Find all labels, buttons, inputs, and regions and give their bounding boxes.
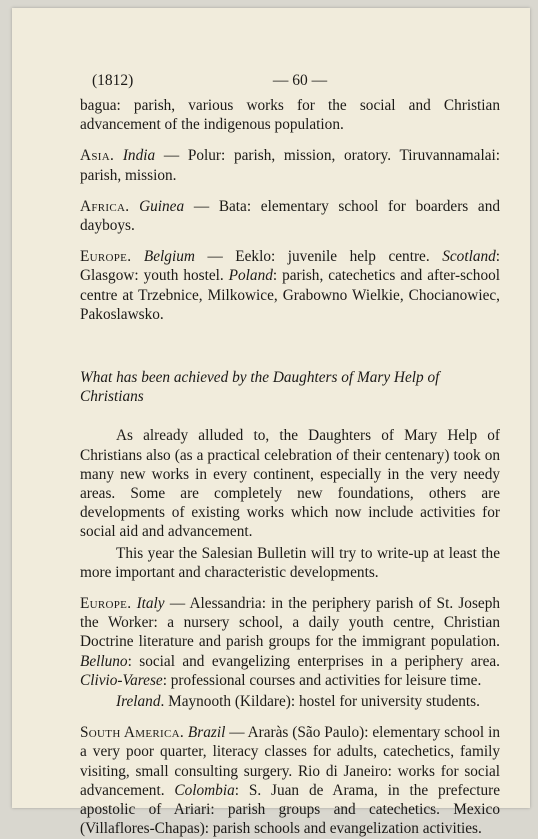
country-name: Ireland [116,693,161,711]
paragraph-africa [80,197,500,235]
page-number: — 60 — [272,72,328,89]
region-label: Europe. [80,595,132,613]
country-name: Poland [228,267,273,285]
country-name: Belgium [143,248,195,266]
place-name: Clivio-Varese [80,671,163,689]
paragraph-text: : S. Juan de Arama, in the prefecture apostolic of Ariari: parish groups and catechetics. Mexico (Villaflores-Chapas): parish schools and evangelization activities. [80,781,501,838]
region-label: Europe. [80,248,132,266]
country-name: Guinea [139,197,185,215]
paragraph-asia [80,146,500,184]
place-name: Belluno [80,652,128,670]
section-heading: What has been achieved by the Daughters of Mary Help of Christians [80,369,440,406]
paragraph-europe-italy [80,594,500,690]
paragraph-text: : professional courses and activities for leisure time. [162,671,482,689]
paragraph-text: — Eeklo: juvenile help centre. [207,248,430,266]
paragraph-intro: As already alluded to, the Daughters of Mary Help of Christians also (as a practical celebration of their centenary) took on many new works in every continent, especially in the very needy areas. Some are completely new foundations, others are developments of existing works which now include activities for social aid and advancement. [80,427,500,541]
issue-reference: (1812) [92,72,134,89]
paragraph-ireland [80,692,500,711]
paragraph-text: : social and evangelizing enterprises in a periphery area. [127,652,500,670]
region-label: Asia. [80,147,115,165]
paragraph-continuation: bagua: parish, various works for the social and Christian advancement of the indigenous population. [80,97,500,134]
paragraph-text: — Polur: parish, mission, oratory. Tiruvannamalai: parish, mission. [80,147,501,184]
paragraph-text: . Maynooth (Kildare): hostel for university students. [160,693,480,711]
paragraph-text: — Araràs (São Paulo): elementary school in a very poor quarter, literacy classes for adults, catechetics, family visiting, small consulting surgery. Rio di Janeiro: works for social advancement. [80,724,500,799]
country-name: Colombia [174,781,235,799]
paragraph-text: : parish, catechetics and after-school centre at Trzebnice, Milkowice, Grabowno Wielkie, Chocianowiec, Pakoslawsko. [80,267,501,323]
paragraph-europe [80,247,500,324]
region-label: South America. [80,724,184,742]
page-header [92,72,508,94]
paragraph-text: : Glasgow: youth hostel. [80,248,501,285]
region-label: Africa. [80,197,130,215]
paragraph-intro-2: This year the Salesian Bulletin will try to write-up at least the more important and characteristic developments. [80,544,500,581]
page-body [80,96,500,839]
country-name: India [122,147,156,165]
paragraph-south-america [80,723,500,838]
country-name: Brazil [187,724,226,742]
country-name: Scotland [442,248,496,266]
paragraph-text: — Alessandria: in the periphery parish of St. Joseph the Worker: a nursery school, a daily youth centre, Christian Doctrine literature and parish groups for the immigrant population. [80,595,500,651]
country-name: Italy [136,595,165,613]
paragraph-text: — Bata: elementary school for boarders and dayboys. [80,197,501,235]
